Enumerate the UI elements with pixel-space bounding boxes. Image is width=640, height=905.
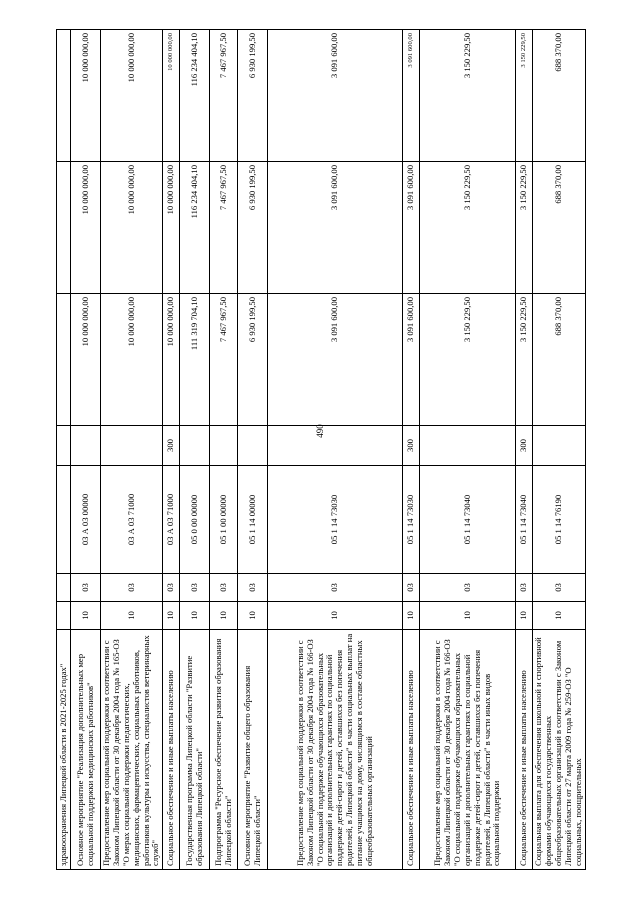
amount-year3-cell: 3 150 229,50 xyxy=(420,30,516,162)
row-name-cell: Социальное обеспечение и иные выплаты населению xyxy=(516,630,533,870)
target-article-cell: 03 А 03 00000 xyxy=(71,466,101,574)
amount-year3-cell: 3 091 600,00 xyxy=(268,30,403,162)
section-code-cell: 10 xyxy=(516,602,533,630)
amount-year1-cell: 111 319 704,10 xyxy=(180,294,210,426)
amount-year2-cell: 3 091 600,00 xyxy=(403,162,420,294)
expense-type-cell xyxy=(238,426,268,466)
expense-type-cell: 300 xyxy=(163,426,180,466)
expense-type-cell xyxy=(420,426,516,466)
amount-year2-cell: 7 467 967,50 xyxy=(210,162,238,294)
amount-year3-cell: 3 150 229,50 xyxy=(516,30,533,162)
table-row xyxy=(238,30,268,870)
amount-year2-cell xyxy=(57,162,71,294)
amount-year3-cell: 688 370,00 xyxy=(533,30,585,162)
table-row xyxy=(516,30,533,870)
amount-year2-cell: 10 000 000,00 xyxy=(71,162,101,294)
subsection-code-cell: 03 xyxy=(420,574,516,602)
section-code-cell: 10 xyxy=(403,602,420,630)
target-article-cell: 05 1 14 00000 xyxy=(238,466,268,574)
subsection-code-cell: 03 xyxy=(71,574,101,602)
section-code-cell: 10 xyxy=(420,602,516,630)
target-article-cell: 05 1 14 73030 xyxy=(268,466,403,574)
amount-year3-cell xyxy=(57,30,71,162)
subsection-code-cell: 03 xyxy=(533,574,585,602)
amount-year2-cell: 6 930 199,50 xyxy=(238,162,268,294)
table-body xyxy=(57,30,586,870)
subsection-code-cell: 03 xyxy=(163,574,180,602)
amount-year3-cell: 116 234 404,10 xyxy=(180,30,210,162)
section-code-cell: 10 xyxy=(163,602,180,630)
section-code-cell: 10 xyxy=(533,602,585,630)
target-article-cell: 03 А 03 71000 xyxy=(101,466,163,574)
expense-type-cell: 300 xyxy=(403,426,420,466)
target-article-cell: 05 1 14 73030 xyxy=(403,466,420,574)
row-name-cell: Социальное обеспечение и иные выплаты населению xyxy=(163,630,180,870)
amount-year3-cell: 3 091 600,00 xyxy=(403,30,420,162)
table-row xyxy=(403,30,420,870)
amount-year1-cell xyxy=(57,294,71,426)
expense-type-cell xyxy=(101,426,163,466)
rotated-page-content xyxy=(56,30,583,870)
amount-year3-cell: 10 000 000,00 xyxy=(71,30,101,162)
expense-type-cell xyxy=(210,426,238,466)
amount-year2-cell: 3 150 229,50 xyxy=(516,162,533,294)
page-number: 490 xyxy=(315,424,325,438)
amount-year1-cell: 3 091 600,00 xyxy=(268,294,403,426)
row-name-cell: Подпрограмма "Ресурсное обеспечение развития образования Липецкой области" xyxy=(210,630,238,870)
target-article-cell: 05 1 14 73040 xyxy=(420,466,516,574)
amount-year1-cell: 10 000 000,00 xyxy=(163,294,180,426)
table-row xyxy=(268,30,403,870)
subsection-code-cell: 03 xyxy=(210,574,238,602)
row-name-cell: Основное мероприятие "Развитие общего образования Липецкой области" xyxy=(238,630,268,870)
subsection-code-cell: 03 xyxy=(101,574,163,602)
expense-type-cell: 300 xyxy=(516,426,533,466)
expense-type-cell xyxy=(268,426,403,466)
subsection-code-cell: 03 xyxy=(516,574,533,602)
table-row xyxy=(71,30,101,870)
subsection-code-cell: 03 xyxy=(238,574,268,602)
table-row xyxy=(163,30,180,870)
amount-year3-cell: 6 930 199,50 xyxy=(238,30,268,162)
amount-year2-cell: 10 000 000,00 xyxy=(163,162,180,294)
target-article-cell: 05 1 14 73040 xyxy=(516,466,533,574)
expense-type-cell xyxy=(71,426,101,466)
table-row xyxy=(57,30,71,870)
row-name-cell: здравоохранения Липецкой области в 2021-2025 годах" xyxy=(57,630,71,870)
table-row xyxy=(180,30,210,870)
target-article-cell: 03 А 03 71000 xyxy=(163,466,180,574)
section-code-cell: 10 xyxy=(71,602,101,630)
amount-year3-cell: 7 467 967,50 xyxy=(210,30,238,162)
amount-year1-cell: 3 150 229,50 xyxy=(516,294,533,426)
subsection-code-cell: 03 xyxy=(403,574,420,602)
amount-year1-cell: 10 000 000,00 xyxy=(71,294,101,426)
table-row xyxy=(101,30,163,870)
table-row xyxy=(533,30,585,870)
expense-type-cell xyxy=(180,426,210,466)
section-code-cell: 10 xyxy=(180,602,210,630)
amount-year3-cell: 10 000 000,00 xyxy=(101,30,163,162)
amount-year1-cell: 3 150 229,50 xyxy=(420,294,516,426)
section-code-cell: 10 xyxy=(101,602,163,630)
amount-year1-cell: 10 000 000,00 xyxy=(101,294,163,426)
section-code-cell: 10 xyxy=(210,602,238,630)
target-article-cell xyxy=(57,466,71,574)
amount-year1-cell: 3 091 600,00 xyxy=(403,294,420,426)
row-name-cell: Социальное обеспечение и иные выплаты населению xyxy=(403,630,420,870)
row-name-cell: Социальная выплата для обеспечения школьной и спортивной формами обучающихся государственных общеобразовательных организаций в соответствии с Законом Липецкой области от 27 марта 2009 года № 259-ОЗ "О социальных, поощрительных xyxy=(533,630,585,870)
section-code-cell xyxy=(57,602,71,630)
subsection-code-cell: 03 xyxy=(268,574,403,602)
amount-year2-cell: 3 150 229,50 xyxy=(420,162,516,294)
row-name-cell: Государственная программа Липецкой области "Развитие образования Липецкой области" xyxy=(180,630,210,870)
target-article-cell: 05 0 00 00000 xyxy=(180,466,210,574)
target-article-cell: 05 1 14 76190 xyxy=(533,466,585,574)
amount-year1-cell: 6 930 199,50 xyxy=(238,294,268,426)
subsection-code-cell: 03 xyxy=(180,574,210,602)
row-name-cell: Предоставление мер социальной поддержки в соответствии с Законом Липецкой области от 30 декабря 2004 года № 166-ОЗ "О социальной поддержке обучающихся образовательных организаций и дополнительных гарантиях по социальной поддержке детей-сирот и детей, оставшихся без попечения родителей, в Липецкой области" в части иных видов социальной поддержки xyxy=(420,630,516,870)
table-row xyxy=(210,30,238,870)
amount-year1-cell: 688 370,00 xyxy=(533,294,585,426)
amount-year2-cell: 116 234 404,10 xyxy=(180,162,210,294)
amount-year2-cell: 688 370,00 xyxy=(533,162,585,294)
section-code-cell: 10 xyxy=(268,602,403,630)
amount-year1-cell: 7 467 967,50 xyxy=(210,294,238,426)
amount-year3-cell: 10 000 000,00 xyxy=(163,30,180,162)
subsection-code-cell xyxy=(57,574,71,602)
row-name-cell: Предоставление мер социальной поддержки в соответствии с Законом Липецкой области от 30 декабря 2004 года № 165-ОЗ "О мерах социальной поддержки педагогических, медицинских, фармацевтических, социальных работников, работников культуры и искусства, специалистов ветеринарных служб" xyxy=(101,630,163,870)
expense-type-cell xyxy=(57,426,71,466)
expense-type-cell xyxy=(533,426,585,466)
table-row xyxy=(420,30,516,870)
target-article-cell: 05 1 00 00000 xyxy=(210,466,238,574)
amount-year2-cell: 3 091 600,00 xyxy=(268,162,403,294)
row-name-cell: Предоставление мер социальной поддержки в соответствии с Законом Липецкой области от 30 декабря 2004 года № 166-ОЗ "О социальной поддержке обучающихся образовательных организаций и дополнительных гарантиях по социальной поддержке детей-сирот и детей, оставшихся без попечения родителей, в Липецкой области" в части социальных выплат на питание учащимся на дому, числящимся в составе областных общеобразовательных организаций xyxy=(268,630,403,870)
section-code-cell: 10 xyxy=(238,602,268,630)
row-name-cell: Основное мероприятие "Реализация дополнительных мер социальной поддержки медицинских работников" xyxy=(71,630,101,870)
amount-year2-cell: 10 000 000,00 xyxy=(101,162,163,294)
budget-table xyxy=(56,29,586,870)
